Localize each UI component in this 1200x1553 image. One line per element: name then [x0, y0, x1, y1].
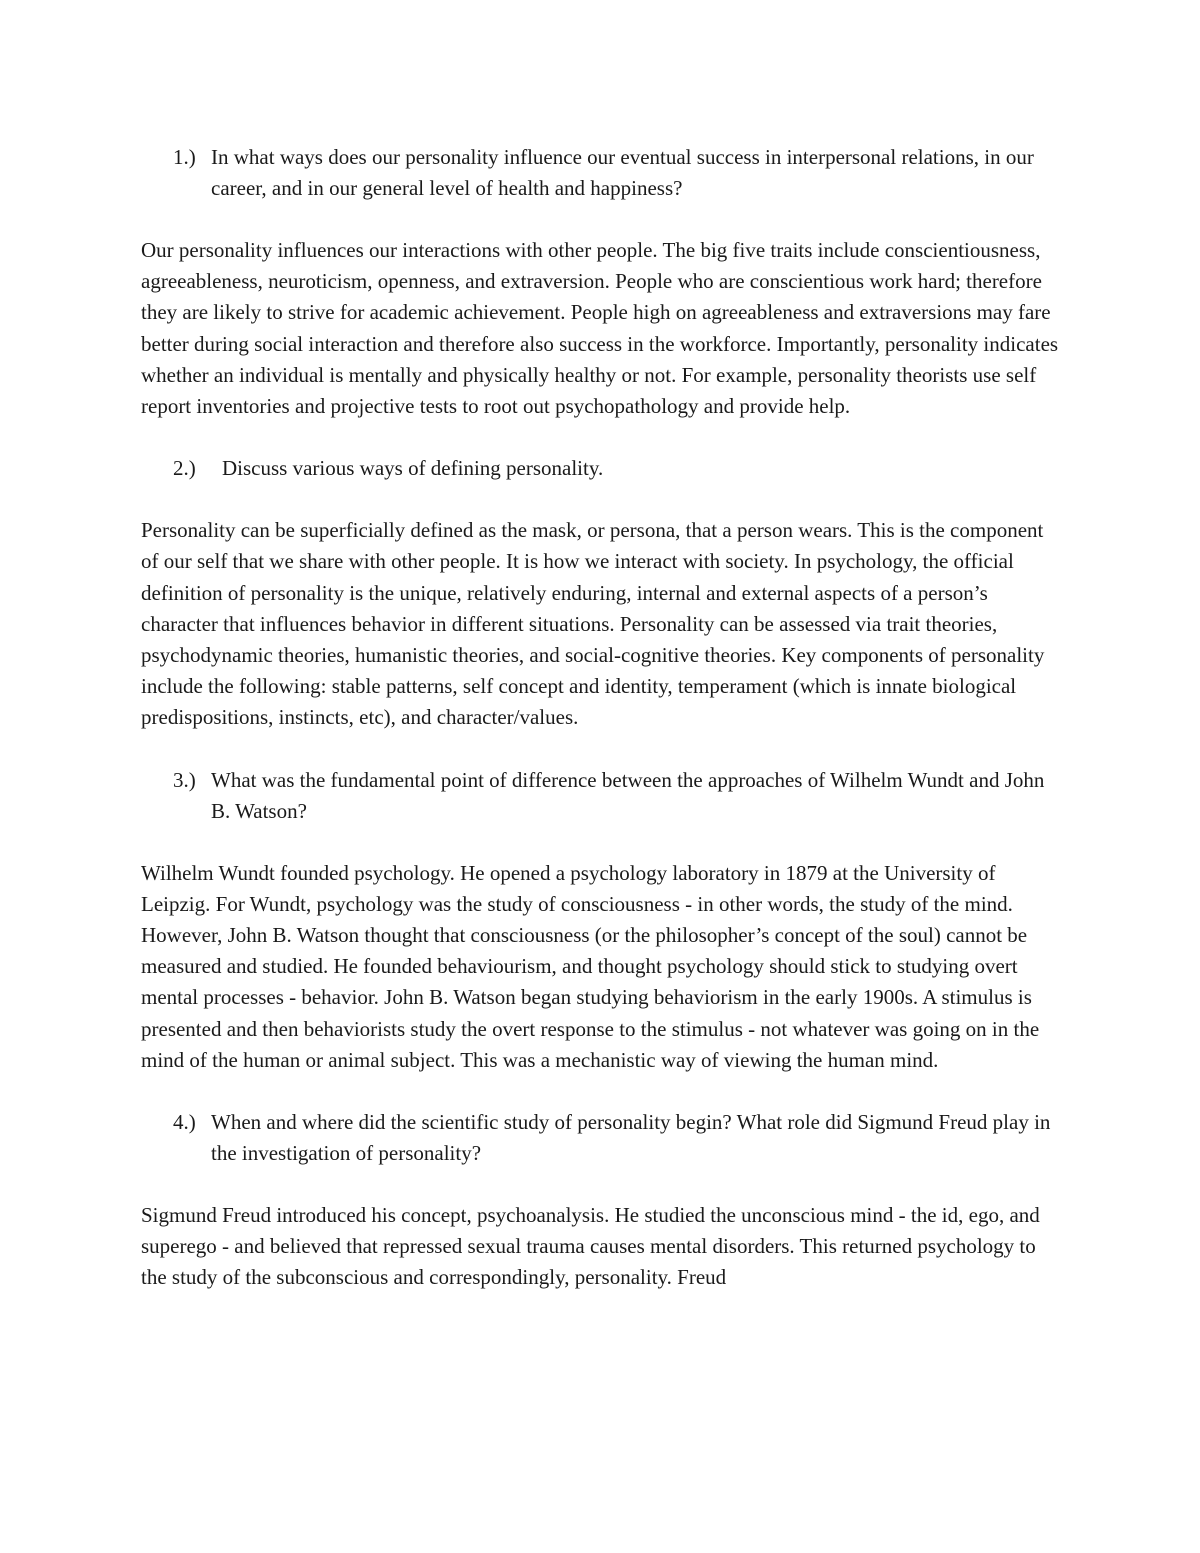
- answer-2: Personality can be superficially defined as the mask, or persona, that a person wears. This is the component of our self that we share with other people. It is how we interact with society. In psychology, the official definition of personality is the unique, relatively enduring, internal and external aspects of a person’s character that influences behavior in different situations. Personality can be assessed via trait theories, psychodynamic theories, humanistic theories, and social-cognitive theories. Key components of personality include the following: stable patterns, self concept and identity, temperament (which is innate biological predispositions, instincts, etc), and character/values.: [141, 518, 1045, 730]
- question-text: Discuss various ways of defining personality.: [222, 456, 604, 481]
- question-number: 2.): [173, 456, 196, 481]
- question-4: [141, 1107, 1061, 1169]
- question-number: 1.): [173, 145, 196, 169]
- document-body: [141, 142, 1061, 1294]
- answer-3: Wilhelm Wundt founded psychology. He opened a psychology laboratory in 1879 at the University of Leipzig. For Wundt, psychology was the study of consciousness - in other words, the study of the mind. However, John B. Watson thought that consciousness (or the philosopher’s concept of the soul) cannot be measured and studied. He founded behaviourism, and thought psychology should stick to studying overt mental processes - behavior. John B. Watson began studying behaviorism in the early 1900s. A stimulus is presented and then behaviorists study the overt response to the stimulus - not whatever was going on in the mind of the human or animal subject. This was a mechanistic way of viewing the human mind.: [141, 860, 1040, 1072]
- question-text: When and where did the scientific study of personality begin? What role did Sigmund Freud play in the investigation of personality?: [211, 1110, 1051, 1166]
- question-text: In what ways does our personality influence our eventual success in interpersonal relations, in our career, and in our general level of health and happiness?: [211, 145, 1034, 200]
- question-1: [141, 142, 1061, 204]
- answer-4: Sigmund Freud introduced his concept, psychoanalysis. He studied the unconscious mind - the id, ego, and superego - and believed that repressed sexual trauma causes mental disorders. This returned psychology to the study of the subconscious and correspondingly, personality. Freud: [141, 1203, 1040, 1290]
- question-number: 4.): [173, 1110, 196, 1135]
- answer-1: Our personality influences our interactions with other people. The big five traits include conscientiousness, agreeableness, neuroticism, openness, and extraversion. People who are conscientious work hard; therefore they are likely to strive for academic achievement. People high on agreeableness and extraversions may fare better during social interaction and therefore also success in the workforce. Importantly, personality indicates whether an individual is mentally and physically healthy or not. For example, personality theorists use self report inventories and projective tests to root out psychopathology and provide help.: [141, 238, 1059, 419]
- question-number: 3.): [173, 767, 196, 792]
- question-3: [141, 765, 1061, 827]
- question-2: [141, 453, 1061, 484]
- question-text: What was the fundamental point of difference between the approaches of Wilhelm Wundt and John B. Watson?: [211, 767, 1045, 823]
